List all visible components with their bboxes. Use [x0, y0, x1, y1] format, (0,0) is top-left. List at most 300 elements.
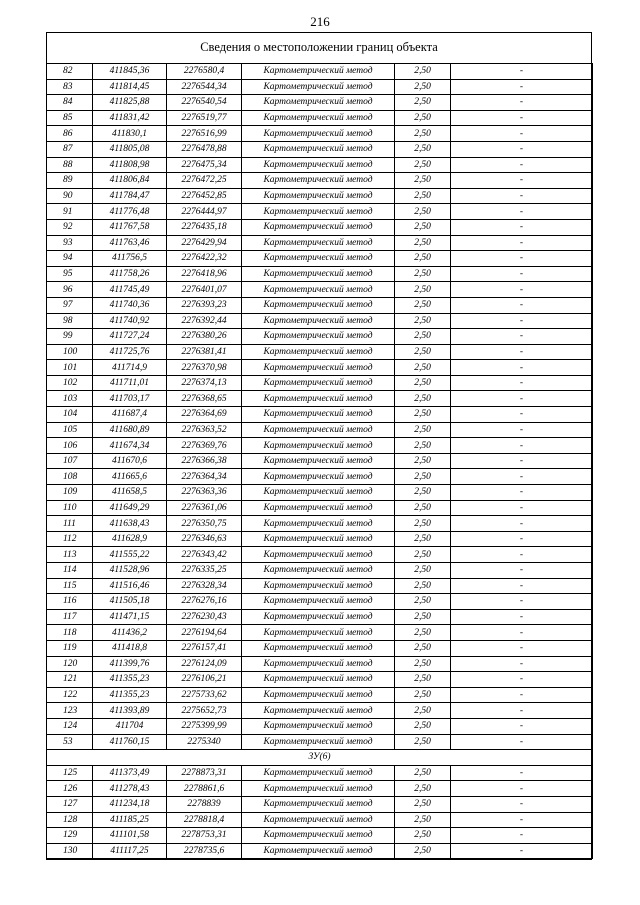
point-number-cell: 98: [47, 313, 93, 329]
table-row: [47, 796, 593, 812]
method-cell: Картометрический метод: [242, 360, 395, 376]
description-cell: -: [451, 313, 593, 329]
table-row: [47, 219, 593, 235]
accuracy-cell: 2,50: [395, 344, 451, 360]
accuracy-cell: 2,50: [395, 828, 451, 844]
method-cell: Картометрический метод: [242, 812, 395, 828]
point-number-cell: 92: [47, 219, 93, 235]
table-row: [47, 594, 593, 610]
description-cell: -: [451, 500, 593, 516]
description-cell: -: [451, 95, 593, 111]
description-cell: -: [451, 251, 593, 267]
point-number-cell: 129: [47, 828, 93, 844]
x-coordinate-cell: 411649,29: [93, 500, 167, 516]
y-coordinate-cell: 2276478,88: [167, 141, 242, 157]
accuracy-cell: 2,50: [395, 718, 451, 734]
description-cell: -: [451, 173, 593, 189]
accuracy-cell: 2,50: [395, 110, 451, 126]
accuracy-cell: 2,50: [395, 297, 451, 313]
accuracy-cell: 2,50: [395, 173, 451, 189]
accuracy-cell: 2,50: [395, 609, 451, 625]
table-row: [47, 765, 593, 781]
method-cell: Картометрический метод: [242, 843, 395, 859]
table-row: [47, 360, 593, 376]
y-coordinate-cell: 2276580,4: [167, 64, 242, 80]
point-number-cell: 83: [47, 79, 93, 95]
x-coordinate-cell: 411760,15: [93, 734, 167, 750]
y-coordinate-cell: 2276452,85: [167, 188, 242, 204]
point-number-cell: 96: [47, 282, 93, 298]
x-coordinate-cell: 411740,36: [93, 297, 167, 313]
method-cell: Картометрический метод: [242, 110, 395, 126]
description-cell: -: [451, 344, 593, 360]
point-number-cell: 103: [47, 391, 93, 407]
point-number-cell: 90: [47, 188, 93, 204]
x-coordinate-cell: 411355,23: [93, 672, 167, 688]
section-row: [47, 750, 593, 766]
accuracy-cell: 2,50: [395, 79, 451, 95]
method-cell: Картометрический метод: [242, 219, 395, 235]
method-cell: Картометрический метод: [242, 578, 395, 594]
y-coordinate-cell: 2276363,36: [167, 485, 242, 501]
description-cell: -: [451, 360, 593, 376]
description-cell: -: [451, 718, 593, 734]
point-number-cell: 106: [47, 438, 93, 454]
accuracy-cell: 2,50: [395, 141, 451, 157]
point-number-cell: 85: [47, 110, 93, 126]
section-label: ЗУ(6): [47, 750, 593, 766]
boundary-table-frame: [46, 32, 592, 860]
method-cell: Картометрический метод: [242, 157, 395, 173]
x-coordinate-cell: 411767,58: [93, 219, 167, 235]
y-coordinate-cell: 2276364,34: [167, 469, 242, 485]
accuracy-cell: 2,50: [395, 422, 451, 438]
method-cell: Картометрический метод: [242, 547, 395, 563]
point-number-cell: 124: [47, 718, 93, 734]
method-cell: Картометрический метод: [242, 734, 395, 750]
x-coordinate-cell: 411555,22: [93, 547, 167, 563]
x-coordinate-cell: 411727,24: [93, 329, 167, 345]
table-row: [47, 453, 593, 469]
accuracy-cell: 2,50: [395, 625, 451, 641]
y-coordinate-cell: 2276328,34: [167, 578, 242, 594]
point-number-cell: 93: [47, 235, 93, 251]
accuracy-cell: 2,50: [395, 531, 451, 547]
table-row: [47, 563, 593, 579]
x-coordinate-cell: 411725,76: [93, 344, 167, 360]
table-row: [47, 313, 593, 329]
description-cell: -: [451, 235, 593, 251]
table-row: [47, 687, 593, 703]
y-coordinate-cell: 2276516,99: [167, 126, 242, 142]
x-coordinate-cell: 411714,9: [93, 360, 167, 376]
accuracy-cell: 2,50: [395, 812, 451, 828]
point-number-cell: 125: [47, 765, 93, 781]
table-row: [47, 531, 593, 547]
y-coordinate-cell: 2276381,41: [167, 344, 242, 360]
y-coordinate-cell: 2275733,62: [167, 687, 242, 703]
point-number-cell: 107: [47, 453, 93, 469]
y-coordinate-cell: 2276276,16: [167, 594, 242, 610]
y-coordinate-cell: 2276343,42: [167, 547, 242, 563]
x-coordinate-cell: 411740,92: [93, 313, 167, 329]
y-coordinate-cell: 2276335,25: [167, 563, 242, 579]
y-coordinate-cell: 2276429,94: [167, 235, 242, 251]
description-cell: -: [451, 407, 593, 423]
accuracy-cell: 2,50: [395, 204, 451, 220]
method-cell: Картометрический метод: [242, 141, 395, 157]
x-coordinate-cell: 411758,26: [93, 266, 167, 282]
accuracy-cell: 2,50: [395, 594, 451, 610]
method-cell: Картометрический метод: [242, 687, 395, 703]
table-row: [47, 173, 593, 189]
x-coordinate-cell: 411776,48: [93, 204, 167, 220]
description-cell: -: [451, 594, 593, 610]
table-row: [47, 251, 593, 267]
page-number: 216: [310, 14, 330, 29]
accuracy-cell: 2,50: [395, 95, 451, 111]
accuracy-cell: 2,50: [395, 219, 451, 235]
x-coordinate-cell: 411674,34: [93, 438, 167, 454]
x-coordinate-cell: 411805,08: [93, 141, 167, 157]
method-cell: Картометрический метод: [242, 609, 395, 625]
accuracy-cell: 2,50: [395, 266, 451, 282]
point-number-cell: 97: [47, 297, 93, 313]
accuracy-cell: 2,50: [395, 251, 451, 267]
y-coordinate-cell: 2276363,52: [167, 422, 242, 438]
table-row: [47, 469, 593, 485]
description-cell: -: [451, 640, 593, 656]
description-cell: -: [451, 625, 593, 641]
accuracy-cell: 2,50: [395, 360, 451, 376]
y-coordinate-cell: 2276374,13: [167, 375, 242, 391]
point-number-cell: 84: [47, 95, 93, 111]
method-cell: Картометрический метод: [242, 625, 395, 641]
description-cell: -: [451, 141, 593, 157]
y-coordinate-cell: 2275399,99: [167, 718, 242, 734]
table-row: [47, 64, 593, 80]
table-row: [47, 547, 593, 563]
point-number-cell: 95: [47, 266, 93, 282]
method-cell: Картометрический метод: [242, 703, 395, 719]
description-cell: -: [451, 796, 593, 812]
table-row: [47, 329, 593, 345]
description-cell: -: [451, 469, 593, 485]
x-coordinate-cell: 411185,25: [93, 812, 167, 828]
y-coordinate-cell: 2276350,75: [167, 516, 242, 532]
point-number-cell: 115: [47, 578, 93, 594]
method-cell: Картометрический метод: [242, 672, 395, 688]
description-cell: -: [451, 79, 593, 95]
table-row: [47, 828, 593, 844]
y-coordinate-cell: 2278861,6: [167, 781, 242, 797]
y-coordinate-cell: 2276106,21: [167, 672, 242, 688]
table-row: [47, 781, 593, 797]
x-coordinate-cell: 411373,49: [93, 765, 167, 781]
accuracy-cell: 2,50: [395, 500, 451, 516]
y-coordinate-cell: 2276422,32: [167, 251, 242, 267]
accuracy-cell: 2,50: [395, 126, 451, 142]
y-coordinate-cell: 2276540,54: [167, 95, 242, 111]
x-coordinate-cell: 411234,18: [93, 796, 167, 812]
y-coordinate-cell: 2276380,26: [167, 329, 242, 345]
y-coordinate-cell: 2276370,98: [167, 360, 242, 376]
point-number-cell: 113: [47, 547, 93, 563]
point-number-cell: 110: [47, 500, 93, 516]
point-number-cell: 87: [47, 141, 93, 157]
description-cell: -: [451, 578, 593, 594]
x-coordinate-cell: 411703,17: [93, 391, 167, 407]
description-cell: -: [451, 282, 593, 298]
x-coordinate-cell: 411670,6: [93, 453, 167, 469]
description-cell: -: [451, 266, 593, 282]
table-row: [47, 375, 593, 391]
point-number-cell: 108: [47, 469, 93, 485]
accuracy-cell: 2,50: [395, 843, 451, 859]
method-cell: Картометрический метод: [242, 344, 395, 360]
x-coordinate-cell: 411658,5: [93, 485, 167, 501]
x-coordinate-cell: 411763,46: [93, 235, 167, 251]
accuracy-cell: 2,50: [395, 485, 451, 501]
y-coordinate-cell: 2276435,18: [167, 219, 242, 235]
y-coordinate-cell: 2276124,09: [167, 656, 242, 672]
point-number-cell: 122: [47, 687, 93, 703]
y-coordinate-cell: 2276444,97: [167, 204, 242, 220]
point-number-cell: 53: [47, 734, 93, 750]
x-coordinate-cell: 411393,89: [93, 703, 167, 719]
point-number-cell: 130: [47, 843, 93, 859]
table-row: [47, 141, 593, 157]
table-row: [47, 703, 593, 719]
method-cell: Картометрический метод: [242, 765, 395, 781]
x-coordinate-cell: 411516,46: [93, 578, 167, 594]
table-row: [47, 843, 593, 859]
y-coordinate-cell: 2275340: [167, 734, 242, 750]
accuracy-cell: 2,50: [395, 64, 451, 80]
method-cell: Картометрический метод: [242, 329, 395, 345]
method-cell: Картометрический метод: [242, 282, 395, 298]
table-row: [47, 79, 593, 95]
method-cell: Картометрический метод: [242, 266, 395, 282]
table-row: [47, 391, 593, 407]
x-coordinate-cell: 411418,8: [93, 640, 167, 656]
y-coordinate-cell: 2278839: [167, 796, 242, 812]
accuracy-cell: 2,50: [395, 703, 451, 719]
x-coordinate-cell: 411830,1: [93, 126, 167, 142]
x-coordinate-cell: 411806,84: [93, 173, 167, 189]
point-number-cell: 112: [47, 531, 93, 547]
accuracy-cell: 2,50: [395, 453, 451, 469]
point-number-cell: 94: [47, 251, 93, 267]
x-coordinate-cell: 411399,76: [93, 656, 167, 672]
description-cell: -: [451, 516, 593, 532]
x-coordinate-cell: 411831,42: [93, 110, 167, 126]
x-coordinate-cell: 411355,23: [93, 687, 167, 703]
x-coordinate-cell: 411278,43: [93, 781, 167, 797]
description-cell: -: [451, 64, 593, 80]
accuracy-cell: 2,50: [395, 640, 451, 656]
x-coordinate-cell: 411745,49: [93, 282, 167, 298]
table-row: [47, 407, 593, 423]
method-cell: Картометрический метод: [242, 422, 395, 438]
y-coordinate-cell: 2276346,63: [167, 531, 242, 547]
point-number-cell: 82: [47, 64, 93, 80]
point-number-cell: 121: [47, 672, 93, 688]
x-coordinate-cell: 411756,5: [93, 251, 167, 267]
coordinates-table-body: [47, 64, 593, 859]
method-cell: Картометрический метод: [242, 407, 395, 423]
table-title: Сведения о местоположении границ объекта: [200, 40, 438, 54]
x-coordinate-cell: 411711,01: [93, 375, 167, 391]
table-row: [47, 438, 593, 454]
accuracy-cell: 2,50: [395, 547, 451, 563]
y-coordinate-cell: 2276392,44: [167, 313, 242, 329]
table-row: [47, 500, 593, 516]
method-cell: Картометрический метод: [242, 640, 395, 656]
table-row: [47, 609, 593, 625]
description-cell: -: [451, 843, 593, 859]
y-coordinate-cell: 2276401,07: [167, 282, 242, 298]
table-row: [47, 282, 593, 298]
y-coordinate-cell: 2276472,25: [167, 173, 242, 189]
method-cell: Картометрический метод: [242, 375, 395, 391]
description-cell: -: [451, 188, 593, 204]
accuracy-cell: 2,50: [395, 282, 451, 298]
method-cell: Картометрический метод: [242, 204, 395, 220]
y-coordinate-cell: 2278753,31: [167, 828, 242, 844]
point-number-cell: 105: [47, 422, 93, 438]
accuracy-cell: 2,50: [395, 516, 451, 532]
point-number-cell: 86: [47, 126, 93, 142]
table-row: [47, 640, 593, 656]
description-cell: -: [451, 204, 593, 220]
method-cell: Картометрический метод: [242, 796, 395, 812]
point-number-cell: 111: [47, 516, 93, 532]
description-cell: -: [451, 329, 593, 345]
table-row: [47, 672, 593, 688]
table-row: [47, 656, 593, 672]
x-coordinate-cell: 411665,6: [93, 469, 167, 485]
method-cell: Картометрический метод: [242, 594, 395, 610]
description-cell: -: [451, 609, 593, 625]
description-cell: -: [451, 765, 593, 781]
method-cell: Картометрический метод: [242, 781, 395, 797]
accuracy-cell: 2,50: [395, 469, 451, 485]
y-coordinate-cell: 2278873,31: [167, 765, 242, 781]
x-coordinate-cell: 411638,43: [93, 516, 167, 532]
y-coordinate-cell: 2276393,23: [167, 297, 242, 313]
accuracy-cell: 2,50: [395, 563, 451, 579]
y-coordinate-cell: 2276418,96: [167, 266, 242, 282]
method-cell: Картометрический метод: [242, 718, 395, 734]
description-cell: -: [451, 563, 593, 579]
table-row: [47, 297, 593, 313]
y-coordinate-cell: 2275652,73: [167, 703, 242, 719]
table-row: [47, 485, 593, 501]
table-row: [47, 422, 593, 438]
description-cell: -: [451, 812, 593, 828]
x-coordinate-cell: 411814,45: [93, 79, 167, 95]
accuracy-cell: 2,50: [395, 734, 451, 750]
point-number-cell: 120: [47, 656, 93, 672]
x-coordinate-cell: 411784,47: [93, 188, 167, 204]
accuracy-cell: 2,50: [395, 375, 451, 391]
point-number-cell: 123: [47, 703, 93, 719]
x-coordinate-cell: 411528,96: [93, 563, 167, 579]
table-row: [47, 126, 593, 142]
method-cell: Картометрический метод: [242, 438, 395, 454]
method-cell: Картометрический метод: [242, 95, 395, 111]
point-number-cell: 119: [47, 640, 93, 656]
accuracy-cell: 2,50: [395, 313, 451, 329]
method-cell: Картометрический метод: [242, 516, 395, 532]
y-coordinate-cell: 2276368,65: [167, 391, 242, 407]
point-number-cell: 89: [47, 173, 93, 189]
description-cell: -: [451, 219, 593, 235]
method-cell: Картометрический метод: [242, 126, 395, 142]
description-cell: -: [451, 531, 593, 547]
table-row: [47, 718, 593, 734]
accuracy-cell: 2,50: [395, 765, 451, 781]
point-number-cell: 116: [47, 594, 93, 610]
description-cell: -: [451, 547, 593, 563]
y-coordinate-cell: 2276366,38: [167, 453, 242, 469]
method-cell: Картометрический метод: [242, 79, 395, 95]
table-row: [47, 235, 593, 251]
point-number-cell: 100: [47, 344, 93, 360]
y-coordinate-cell: 2278818,4: [167, 812, 242, 828]
method-cell: Картометрический метод: [242, 297, 395, 313]
point-number-cell: 109: [47, 485, 93, 501]
accuracy-cell: 2,50: [395, 188, 451, 204]
method-cell: Картометрический метод: [242, 500, 395, 516]
description-cell: -: [451, 687, 593, 703]
point-number-cell: 99: [47, 329, 93, 345]
y-coordinate-cell: 2276475,34: [167, 157, 242, 173]
accuracy-cell: 2,50: [395, 235, 451, 251]
y-coordinate-cell: 2276369,76: [167, 438, 242, 454]
table-row: [47, 95, 593, 111]
x-coordinate-cell: 411471,15: [93, 609, 167, 625]
x-coordinate-cell: 411680,89: [93, 422, 167, 438]
description-cell: -: [451, 126, 593, 142]
x-coordinate-cell: 411845,36: [93, 64, 167, 80]
point-number-cell: 91: [47, 204, 93, 220]
description-cell: -: [451, 391, 593, 407]
point-number-cell: 101: [47, 360, 93, 376]
description-cell: -: [451, 672, 593, 688]
coordinates-table: [46, 63, 593, 859]
table-row: [47, 157, 593, 173]
method-cell: Картометрический метод: [242, 469, 395, 485]
description-cell: -: [451, 781, 593, 797]
point-number-cell: 117: [47, 609, 93, 625]
y-coordinate-cell: 2278735,6: [167, 843, 242, 859]
description-cell: -: [451, 734, 593, 750]
accuracy-cell: 2,50: [395, 157, 451, 173]
x-coordinate-cell: 411436,2: [93, 625, 167, 641]
point-number-cell: 88: [47, 157, 93, 173]
x-coordinate-cell: 411505,18: [93, 594, 167, 610]
method-cell: Картометрический метод: [242, 563, 395, 579]
x-coordinate-cell: 411628,9: [93, 531, 167, 547]
x-coordinate-cell: 411101,58: [93, 828, 167, 844]
x-coordinate-cell: 411808,98: [93, 157, 167, 173]
method-cell: Картометрический метод: [242, 485, 395, 501]
accuracy-cell: 2,50: [395, 687, 451, 703]
x-coordinate-cell: 411687,4: [93, 407, 167, 423]
accuracy-cell: 2,50: [395, 407, 451, 423]
